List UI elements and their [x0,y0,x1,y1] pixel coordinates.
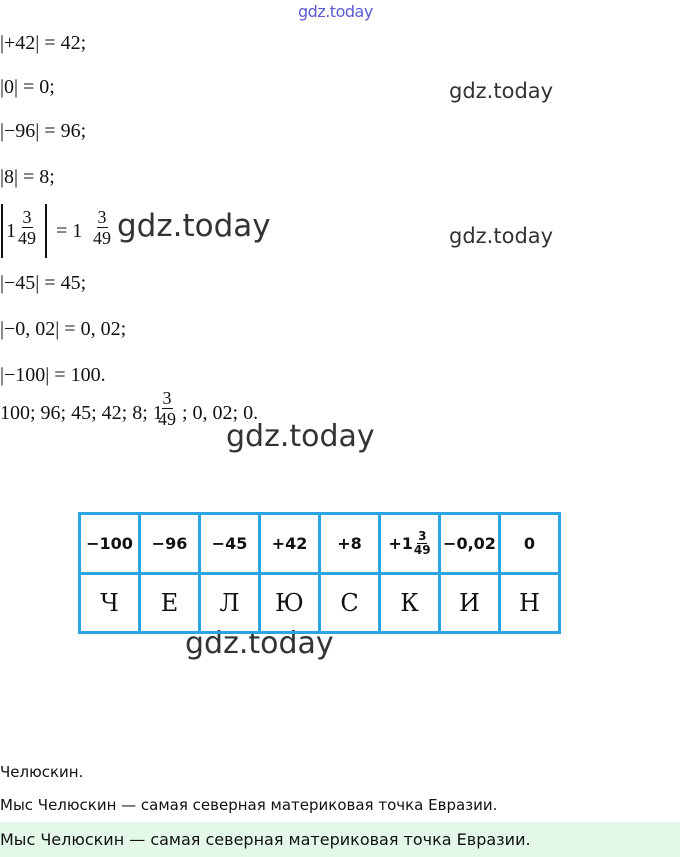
number-cell-mixed [380,514,440,574]
math-line-3: |−96| = 96; [0,120,87,142]
fact-text: Мыс Челюскин — самая северная материковая точка Евразии. [0,796,498,814]
watermark-top: gdz.today [298,2,373,21]
math-line-1: |+42| = 42; [0,32,87,54]
fraction-denominator: 49 [18,228,36,248]
mixed-fraction [414,530,431,557]
watermark-below-table: gdz.today [185,626,334,661]
ordered-list-end: ; 0, 02; 0. [182,402,259,424]
fraction-denominator: 49 [93,228,111,248]
watermark-right-1: gdz.today [449,79,554,103]
math-line-6: |−45| = 45; [0,272,87,294]
mixed-whole: +1 [388,533,413,553]
puzzle-table [78,512,561,634]
mixed-denominator: 49 [413,542,431,557]
abs-bar-left [1,204,3,258]
fraction-numerator: 3 [97,207,107,227]
letter-cell: Ч [80,573,140,633]
mixed-numerator: 3 [418,528,427,543]
math-line-7: |−0, 02| = 0, 02; [0,318,127,340]
letter-cell: И [440,573,500,633]
math-line-2: |0| = 0; [0,76,55,98]
fraction [158,388,176,429]
number-cell: +8 [320,514,380,574]
highlighted-answer: Мыс Челюскин — самая северная материковая точка Евразии. [0,822,680,857]
equals-whole: = 1 [56,220,83,242]
letter-cell: Н [500,573,560,633]
number-cell: −100 [80,514,140,574]
ordered-list-start: 100; 96; 45; 42; 8; 1 [0,402,163,424]
fraction [18,207,36,248]
whole-part: 1 [6,220,16,242]
number-cell: −45 [200,514,260,574]
fraction-denominator: 49 [158,409,176,429]
letters-row [80,573,560,633]
letter-cell: К [380,573,440,633]
math-line-8: |−100| = 100. [0,364,106,386]
letter-cell: Л [200,573,260,633]
abs-bar-right [45,204,47,258]
number-cell: +42 [260,514,320,574]
fraction-numerator: 3 [162,388,172,408]
watermark-below-list: gdz.today [226,419,375,454]
watermark-mid: gdz.today [117,208,271,244]
letter-cell: С [320,573,380,633]
math-line-4: |8| = 8; [0,166,55,188]
answer-word: Челюскин. [0,763,84,781]
letter-cell: Е [140,573,200,633]
fraction-result [93,207,111,248]
number-cell: −0,02 [440,514,500,574]
letter-cell: Ю [260,573,320,633]
watermark-right-2: gdz.today [449,224,554,248]
number-cell: −96 [140,514,200,574]
numbers-row [80,514,560,574]
number-cell: 0 [500,514,560,574]
fraction-numerator: 3 [22,207,32,227]
